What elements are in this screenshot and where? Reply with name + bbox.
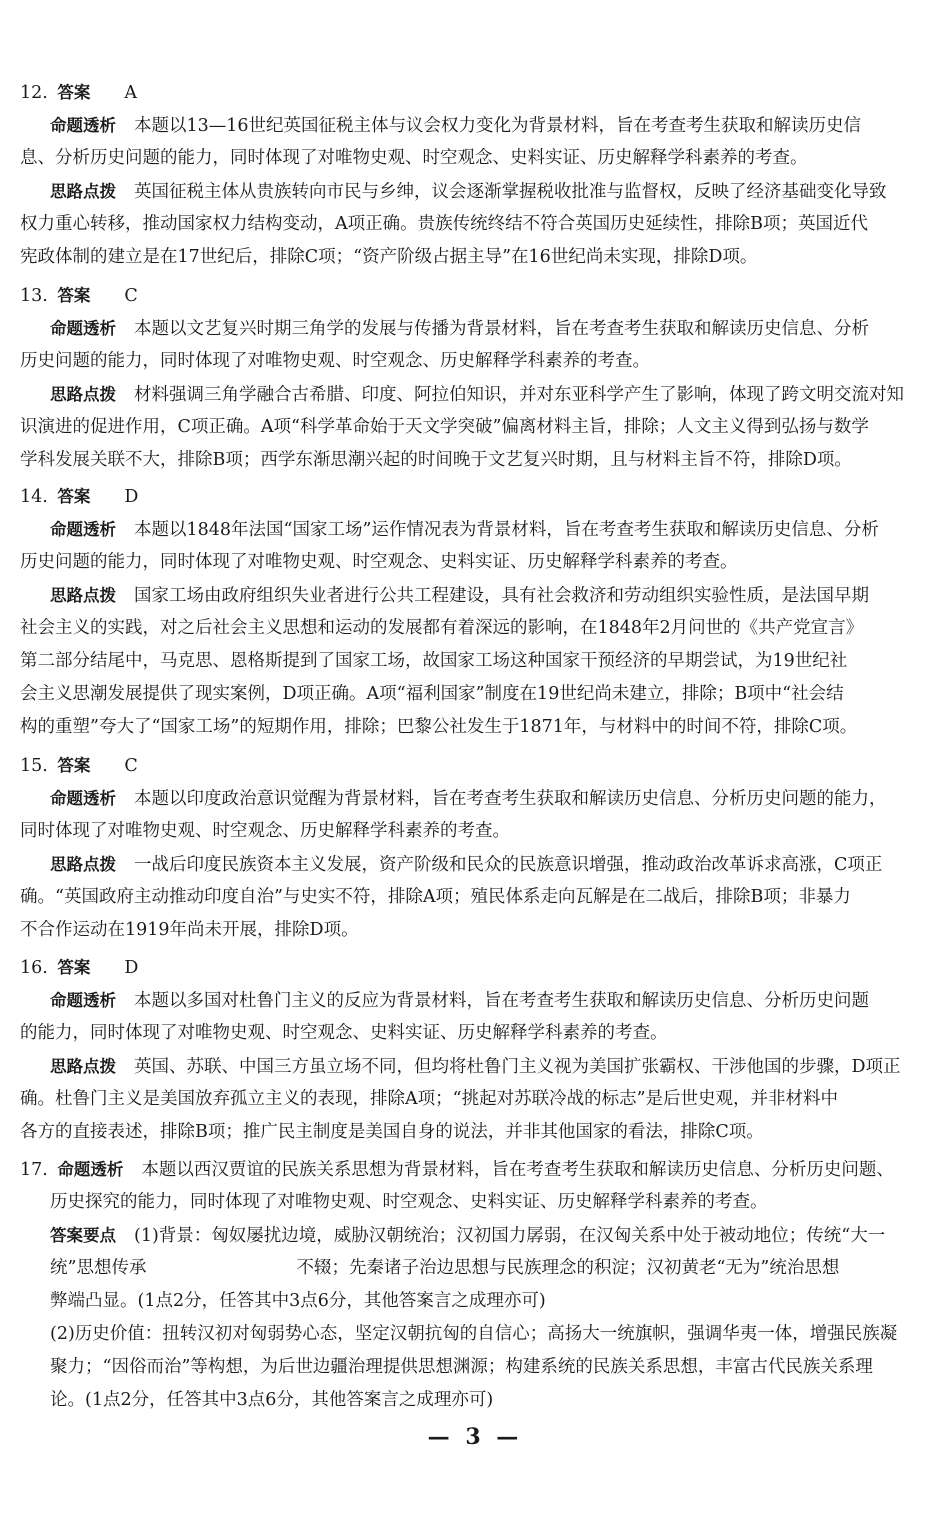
answer-label: 答案 (57, 83, 91, 102)
thinking-label: 思路点拨 (50, 855, 116, 874)
thinking-text: 材料强调三角学融合古希腊、印度、阿拉伯知识，并对东亚科学产生了影响，体现了跨文明交流对知 (134, 385, 904, 405)
key-points-text: (1)背景：匈奴屡扰边境，威胁汉朝统治；汉初国力孱弱，在汉匈关系中处于被动地位；传统“大一 (134, 1226, 886, 1246)
thinking-text: 不合作运动在1919年尚未开展，排除D项。 (20, 920, 359, 940)
question-number: 13. (20, 286, 48, 306)
thinking-text: 一战后印度民族资本主义发展，资产阶级和民众的民族意识增强，推动政治改革诉求高涨，C项正 (134, 855, 883, 875)
analysis-text: 本题以多国对杜鲁门主义的反应为背景材料，旨在考查考生获取和解读历史信息、分析历史问题 (134, 991, 869, 1011)
answer-label: 答案 (57, 756, 91, 775)
thinking-text: 权力重心转移，推动国家权力结构变动，A项正确。贵族传统终结不符合英国历史延续性，排除B项；英国近代 (20, 214, 868, 234)
key-points-text: (2)历史价值：扭转汉初对匈弱势心态，坚定汉朝抗匈的自信心；高扬大一统旗帜，强调华夷一体，增强民族凝 (50, 1324, 898, 1344)
thinking-text: 确。杜鲁门主义是美国放弃孤立主义的表现，排除A项；“挑起对苏联冷战的标志”是后世史观，并非材料中 (20, 1089, 839, 1109)
thinking-text: 各方的直接表述，排除B项；推广民主制度是美国自身的说法，并非其他国家的看法，排除C项。 (20, 1122, 764, 1142)
analysis-text: 同时体现了对唯物史观、时空观念、历史解释学科素养的考查。 (20, 821, 510, 841)
analysis-text: 本题以西汉贾谊的民族关系思想为背景材料，旨在考查考生获取和解读历史信息、分析历史问题、 (141, 1160, 894, 1180)
thinking-text: 确。“英国政府主动推动印度自治”与史实不符，排除A项；殖民体系走向瓦解是在二战后，排除B项；非暴力 (20, 887, 851, 907)
thinking-text: 国家工场由政府组织失业者进行公共工程建设，具有社会救济和劳动组织实验性质，是法国早期 (134, 586, 869, 606)
answer-label: 答案 (57, 286, 91, 305)
page-number: — 3 — (427, 1424, 523, 1450)
analysis-text: 历史问题的能力，同时体现了对唯物史观、时空观念、历史解释学科素养的考查。 (20, 351, 650, 371)
question-number: 17. (20, 1160, 48, 1180)
key-points-text: 不辍；先秦诸子治边思想与民族理念的积淀；汉初黄老“无为”统治思想 (296, 1258, 840, 1278)
analysis-label: 命题透析 (50, 116, 116, 135)
key-points-text: 统”思想传承 (50, 1258, 147, 1278)
thinking-label: 思路点拨 (50, 586, 116, 605)
thinking-text: 英国、苏联、中国三方虽立场不同，但均将杜鲁门主义视为美国扩张霸权、干涉他国的步骤，D项正 (134, 1057, 901, 1077)
question-16 (20, 951, 930, 1149)
key-points-text: 论。(1点2分，任答其中3点6分，其他答案言之成理亦可) (50, 1390, 494, 1410)
analysis-text: 息、分析历史问题的能力，同时体现了对唯物史观、时空观念、史料实证、历史解释学科素养的考查。 (20, 148, 808, 168)
analysis-text: 历史探究的能力，同时体现了对唯物史观、时空观念、史料实证、历史解释学科素养的考查。 (50, 1192, 768, 1212)
thinking-label: 思路点拨 (50, 1057, 116, 1076)
thinking-text: 会主义思潮发展提供了现实案例，D项正确。A项“福利国家”制度在19世纪尚未建立，排除；B项中“社会结 (20, 684, 844, 704)
thinking-text: 第二部分结尾中，马克思、恩格斯提到了国家工场，故国家工场这种国家干预经济的早期尝试，为19世纪社 (20, 651, 848, 671)
key-points-label: 答案要点 (50, 1226, 116, 1245)
answer-label: 答案 (57, 958, 91, 977)
question-17 (20, 1153, 930, 1417)
question-number: 16. (20, 958, 48, 978)
key-points-text: 弊端凸显。(1点2分，任答其中3点6分，其他答案言之成理亦可) (50, 1291, 546, 1311)
thinking-text: 识演进的促进作用，C项正确。A项“科学革命始于天文学突破”偏离材料主旨，排除；人文主义得到弘扬与数学 (20, 417, 869, 437)
question-12 (20, 76, 930, 274)
thinking-text: 宪政体制的建立是在17世纪后，排除C项；“资产阶级占据主导”在16世纪尚未实现，排除D项。 (20, 247, 758, 267)
question-number: 12. (20, 83, 48, 103)
thinking-text: 学科发展关联不大，排除B项；西学东渐思潮兴起的时间晚于文艺复兴时期，且与材料主旨不符，排除D项。 (20, 450, 852, 470)
analysis-text: 本题以13—16世纪英国征税主体与议会权力变化为背景材料，旨在考查考生获取和解读历史信 (134, 116, 862, 136)
answer-value: D (124, 487, 139, 507)
thinking-text: 社会主义的实践，对之后社会主义思想和运动的发展都有着深远的影响，在1848年2月问世的《共产党宣言》 (20, 618, 864, 638)
analysis-label: 命题透析 (50, 520, 116, 539)
question-14 (20, 480, 930, 744)
analysis-label: 命题透析 (57, 1160, 124, 1179)
thinking-label: 思路点拨 (50, 182, 116, 201)
question-number: 14. (20, 487, 48, 507)
answer-value: C (124, 756, 138, 776)
analysis-label: 命题透析 (50, 319, 116, 338)
answer-label: 答案 (57, 487, 91, 506)
analysis-text: 本题以文艺复兴时期三角学的发展与传播为背景材料，旨在考查考生获取和解读历史信息、分析 (134, 319, 869, 339)
analysis-text: 本题以1848年法国“国家工场”运作情况表为背景材料，旨在考查考生获取和解读历史信息、分析 (134, 520, 879, 540)
answer-value: C (124, 286, 138, 306)
thinking-text: 英国征税主体从贵族转向市民与乡绅，议会逐渐掌握税收批准与监督权，反映了经济基础变化导致 (134, 182, 887, 202)
analysis-text: 本题以印度政治意识觉醒为背景材料，旨在考查考生获取和解读历史信息、分析历史问题的能力， (134, 789, 887, 809)
analysis-label: 命题透析 (50, 789, 116, 808)
question-15 (20, 749, 930, 947)
key-points-text: 聚力；“因俗而治”等构想，为后世边疆治理提供思想渊源；构建系统的民族关系思想，丰富古代民族关系理 (50, 1357, 873, 1377)
thinking-label: 思路点拨 (50, 385, 116, 404)
thinking-text: 构的重塑”夸大了“国家工场”的短期作用，排除；巴黎公社发生于1871年，与材料中的时间不符，排除C项。 (20, 717, 858, 737)
analysis-text: 历史问题的能力，同时体现了对唯物史观、时空观念、史料实证、历史解释学科素养的考查。 (20, 552, 738, 572)
answer-value: A (124, 83, 138, 103)
analysis-text: 的能力，同时体现了对唯物史观、时空观念、史料实证、历史解释学科素养的考查。 (20, 1023, 668, 1043)
question-number: 15. (20, 756, 48, 776)
question-13 (20, 279, 930, 477)
analysis-label: 命题透析 (50, 991, 116, 1010)
answer-value: D (124, 958, 139, 978)
